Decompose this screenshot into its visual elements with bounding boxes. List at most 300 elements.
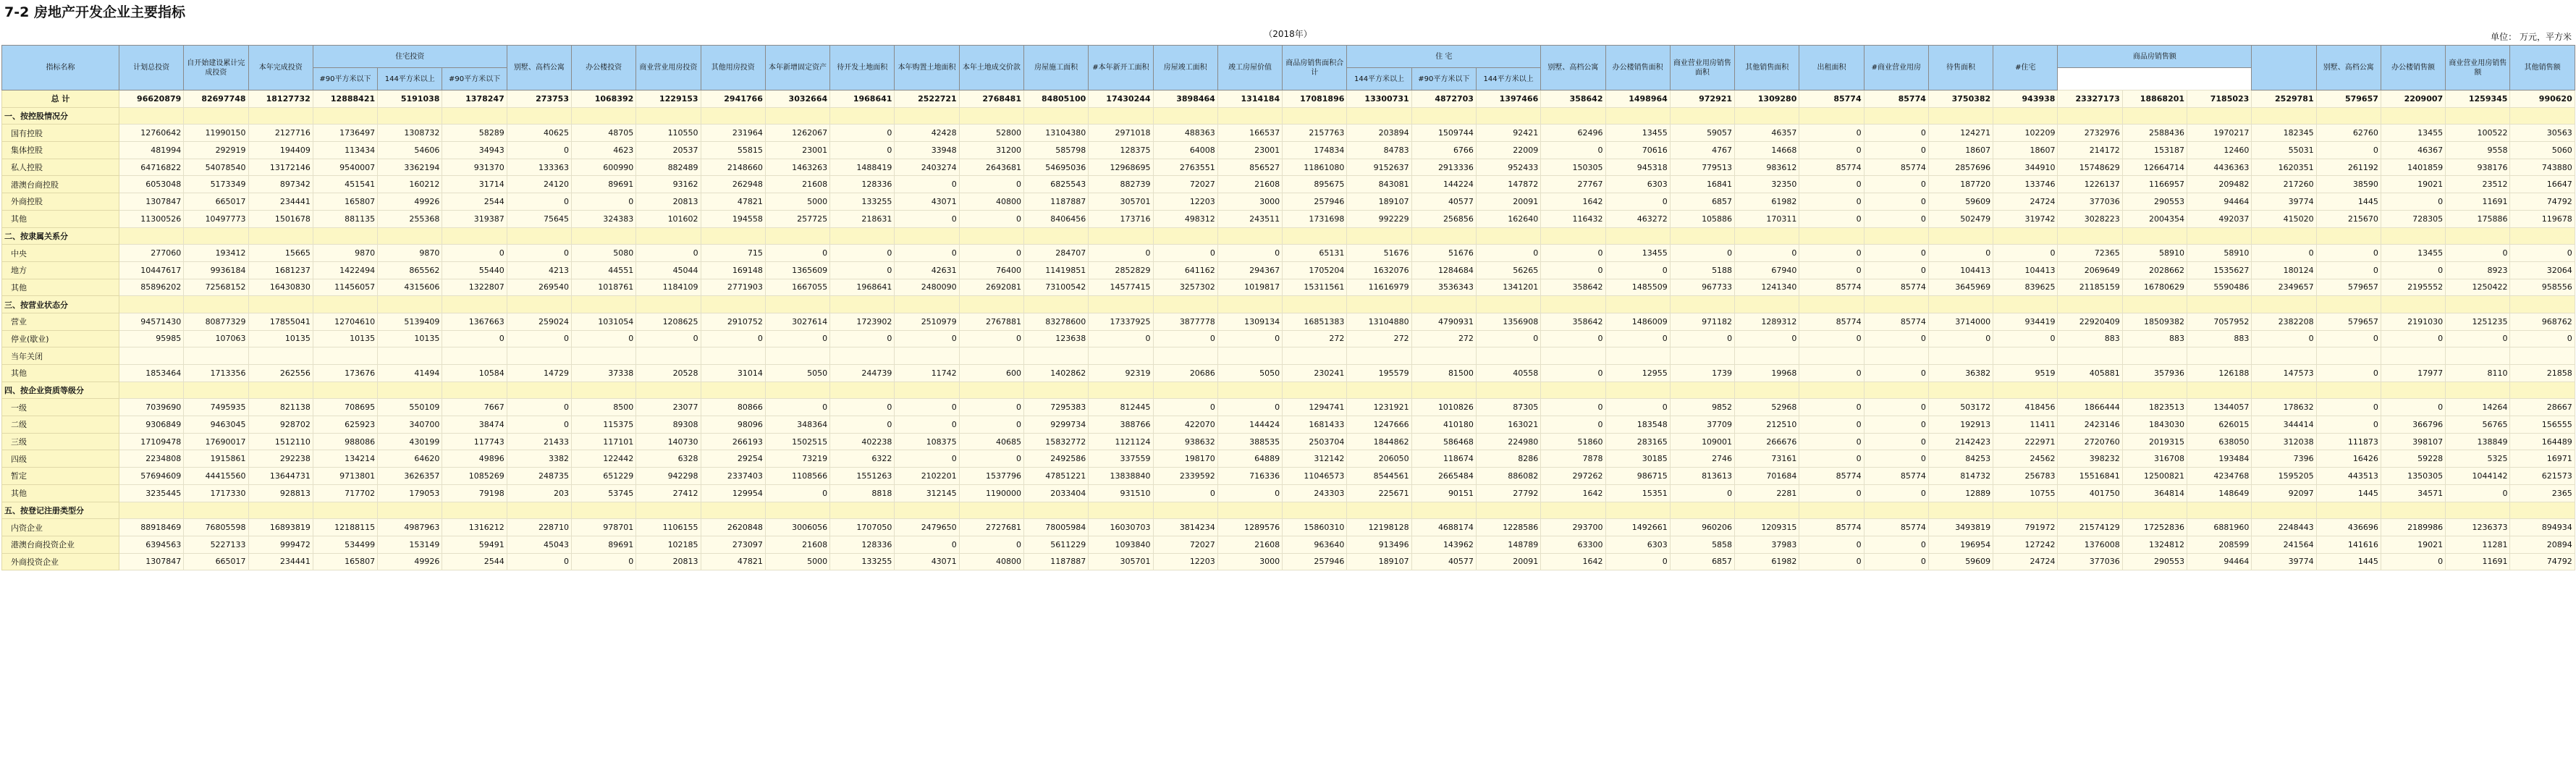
table-cell: 40558 (1476, 365, 1540, 382)
table-cell: 9152637 (1347, 159, 1411, 176)
row-label: 四级 (2, 450, 119, 468)
table-cell: 101602 (636, 210, 701, 227)
table-cell: 791972 (1993, 519, 2058, 536)
table-cell (959, 382, 1023, 399)
table-cell: 7878 (1541, 450, 1605, 468)
table-cell: 12968695 (1089, 159, 1153, 176)
table-cell: 261192 (2316, 159, 2381, 176)
table-cell: 708695 (313, 399, 377, 416)
column-subheader: #90平方米以下 (313, 68, 377, 90)
row-label: 五、按登记注册类型分 (2, 502, 119, 519)
table-cell: 344414 (2252, 416, 2316, 434)
table-cell: 2522721 (895, 90, 959, 108)
table-cell: 18127732 (248, 90, 313, 108)
table-cell: 284707 (1023, 245, 1088, 262)
table-row (2, 176, 2575, 193)
table-cell: 5050 (1217, 365, 1282, 382)
table-cell: 1739 (1670, 365, 1734, 382)
table-cell (572, 227, 636, 245)
table-cell (442, 296, 507, 313)
table-cell (1864, 502, 1928, 519)
row-label: 其他 (2, 365, 119, 382)
table-cell: 12203 (1153, 553, 1217, 570)
table-cell: 2019315 (2122, 433, 2187, 450)
table-cell: 230241 (1283, 365, 1347, 382)
table-cell: 11456057 (313, 279, 377, 296)
column-subheader: 144平方米以上 (1476, 68, 1540, 90)
table-cell: 122442 (572, 450, 636, 468)
table-cell: 2913336 (1411, 159, 1476, 176)
table-cell: 0 (1605, 330, 1670, 347)
table-cell: 119678 (2510, 210, 2575, 227)
table-cell (2187, 502, 2252, 519)
table-cell (378, 347, 442, 365)
table-cell: 1486009 (1605, 313, 1670, 330)
table-cell: 272 (1347, 330, 1411, 347)
table-cell: 952433 (1476, 159, 1540, 176)
table-cell: 2544 (442, 553, 507, 570)
table-cell: 81500 (1411, 365, 1476, 382)
table-cell: 728305 (2381, 210, 2445, 227)
table-cell: 20894 (2510, 536, 2575, 553)
table-cell (1023, 107, 1088, 125)
column-header (2252, 46, 2316, 90)
table-cell: 46367 (2381, 142, 2445, 159)
table-cell: 319387 (442, 210, 507, 227)
table-cell: 195579 (1347, 365, 1411, 382)
column-header: 别墅、高档公寓 (1541, 46, 1605, 90)
table-cell (765, 227, 829, 245)
table-cell: 1121124 (1089, 433, 1153, 450)
table-cell: 992229 (1347, 210, 1411, 227)
table-cell: 0 (1993, 245, 2058, 262)
table-cell: 48705 (572, 125, 636, 142)
table-cell: 56765 (2446, 416, 2510, 434)
table-cell (765, 502, 829, 519)
table-row (2, 519, 2575, 536)
data-table (1, 45, 2575, 570)
table-cell: 1736497 (313, 125, 377, 142)
table-cell (248, 227, 313, 245)
table-cell (636, 502, 701, 519)
table-cell: 3027614 (765, 313, 829, 330)
table-cell (895, 107, 959, 125)
table-cell: 12500821 (2122, 468, 2187, 485)
table-cell (765, 382, 829, 399)
row-label: 外商投资企业 (2, 553, 119, 570)
table-cell (2510, 502, 2575, 519)
table-cell: 0 (2316, 399, 2381, 416)
table-cell: 1208625 (636, 313, 701, 330)
table-cell: 102209 (1993, 125, 2058, 142)
table-cell (507, 296, 571, 313)
table-cell (959, 502, 1023, 519)
table-cell: 377036 (2058, 193, 2122, 211)
table-cell: 0 (1928, 245, 1993, 262)
table-cell: 1551263 (830, 468, 895, 485)
table-cell: 51676 (1347, 245, 1411, 262)
table-cell (2122, 296, 2187, 313)
table-cell: 11691 (2446, 193, 2510, 211)
table-cell: 16841 (1670, 176, 1734, 193)
table-cell: 1723902 (830, 313, 895, 330)
table-row (2, 159, 2575, 176)
table-cell: 405881 (2058, 365, 2122, 382)
table-cell: 2033404 (1023, 484, 1088, 502)
table-cell: 7057952 (2187, 313, 2252, 330)
table-cell: 0 (1217, 399, 1282, 416)
table-cell: 54606 (378, 142, 442, 159)
table-cell: 92097 (2252, 484, 2316, 502)
table-cell (184, 502, 248, 519)
table-cell: 193484 (2187, 450, 2252, 468)
table-cell: 206050 (1347, 450, 1411, 468)
table-cell (2446, 382, 2510, 399)
table-cell: 13300731 (1347, 90, 1411, 108)
table-cell (313, 382, 377, 399)
table-cell: 0 (959, 416, 1023, 434)
table-cell: 55815 (701, 142, 765, 159)
table-cell: 0 (572, 193, 636, 211)
table-cell: 388535 (1217, 433, 1282, 450)
table-cell (378, 227, 442, 245)
table-cell (1283, 107, 1347, 125)
table-subtitle: （2018年） (1264, 29, 1312, 39)
table-cell: 11300526 (119, 210, 184, 227)
table-cell: 821138 (248, 399, 313, 416)
table-cell: 1422494 (313, 261, 377, 279)
table-cell: 11616979 (1347, 279, 1411, 296)
table-cell: 1681237 (248, 261, 313, 279)
table-cell: 377036 (2058, 553, 2122, 570)
table-cell: 0 (959, 450, 1023, 468)
table-cell: 0 (1670, 484, 1734, 502)
table-cell: 17337925 (1089, 313, 1153, 330)
table-cell (1217, 296, 1282, 313)
table-cell: 963640 (1283, 536, 1347, 553)
table-cell: 463272 (1605, 210, 1670, 227)
table-cell: 3493819 (1928, 519, 1993, 536)
table-cell: 1307847 (119, 193, 184, 211)
table-cell: 266193 (701, 433, 765, 450)
table-cell: 47851221 (1023, 468, 1088, 485)
table-cell: 0 (2510, 330, 2575, 347)
table-cell: 93162 (636, 176, 701, 193)
table-cell: 357936 (2122, 365, 2187, 382)
table-cell: 18868201 (2122, 90, 2187, 108)
table-row (2, 365, 2575, 382)
table-cell: 2763551 (1153, 159, 1217, 176)
table-cell: 0 (1864, 536, 1928, 553)
table-cell: 0 (507, 245, 571, 262)
table-cell (1799, 296, 1864, 313)
table-cell: 5227133 (184, 536, 248, 553)
table-cell: 0 (2446, 484, 2510, 502)
table-cell: 2148660 (701, 159, 765, 176)
table-cell: 123638 (1023, 330, 1088, 347)
column-header: 本年购置土地面积 (895, 46, 959, 90)
table-cell (830, 296, 895, 313)
table-cell: 148649 (2187, 484, 2252, 502)
table-cell: 5188 (1670, 261, 1734, 279)
table-cell (2316, 347, 2381, 365)
row-label: 营业 (2, 313, 119, 330)
table-cell: 986715 (1605, 468, 1670, 485)
table-cell (2316, 107, 2381, 125)
table-cell: 967733 (1670, 279, 1734, 296)
table-cell: 0 (1541, 330, 1605, 347)
table-cell: 49926 (378, 193, 442, 211)
table-cell (1735, 502, 1799, 519)
table-cell: 37338 (572, 365, 636, 382)
table-row (2, 416, 2575, 434)
table-row (2, 450, 2575, 468)
table-cell (1799, 107, 1864, 125)
table-cell: 3257302 (1153, 279, 1217, 296)
table-cell: 1309280 (1735, 90, 1799, 108)
table-cell: 931370 (442, 159, 507, 176)
table-cell (1347, 347, 1411, 365)
table-cell (1799, 227, 1864, 245)
table-cell: 243511 (1217, 210, 1282, 227)
table-cell: 109001 (1670, 433, 1734, 450)
table-cell (119, 382, 184, 399)
table-cell: 6053048 (119, 176, 184, 193)
table-cell (636, 296, 701, 313)
table-cell: 0 (2381, 553, 2445, 570)
table-cell: 1498964 (1605, 90, 1670, 108)
table-cell: 13455 (2381, 245, 2445, 262)
table-cell: 498312 (1153, 210, 1217, 227)
table-cell: 5000 (765, 553, 829, 570)
table-cell: 192913 (1928, 416, 1993, 434)
table-cell (1928, 107, 1993, 125)
table-cell: 1010826 (1411, 399, 1476, 416)
table-cell: 13104880 (1347, 313, 1411, 330)
table-cell: 24724 (1993, 193, 2058, 211)
table-cell: 978701 (572, 519, 636, 536)
table-cell (507, 347, 571, 365)
table-cell: 0 (1864, 125, 1928, 142)
table-cell: 0 (1993, 330, 2058, 347)
table-cell: 1367663 (442, 313, 507, 330)
table-cell: 21608 (765, 176, 829, 193)
table-cell: 0 (1541, 245, 1605, 262)
table-cell: 178632 (2252, 399, 2316, 416)
table-cell: 1717330 (184, 484, 248, 502)
table-cell: 0 (895, 176, 959, 193)
table-cell: 27792 (1476, 484, 1540, 502)
table-cell: 883 (2058, 330, 2122, 347)
table-cell: 638050 (2187, 433, 2252, 450)
table-cell: 64716822 (119, 159, 184, 176)
table-cell: 6328 (636, 450, 701, 468)
table-cell (1347, 502, 1411, 519)
table-cell: 73161 (1735, 450, 1799, 468)
table-body (2, 90, 2575, 570)
table-cell (2252, 107, 2316, 125)
table-cell (2446, 296, 2510, 313)
table-cell: 0 (1089, 245, 1153, 262)
table-cell: 398232 (2058, 450, 2122, 468)
table-cell: 224980 (1476, 433, 1540, 450)
table-row (2, 125, 2575, 142)
table-cell: 12704610 (313, 313, 377, 330)
column-header: 计划总投资 (119, 46, 184, 90)
table-cell: 64889 (1217, 450, 1282, 468)
table-cell (1541, 347, 1605, 365)
row-label: 中央 (2, 245, 119, 262)
table-cell: 1226137 (2058, 176, 2122, 193)
table-cell: 3536343 (1411, 279, 1476, 296)
table-cell (1735, 347, 1799, 365)
table-cell: 231964 (701, 125, 765, 142)
table-cell: 2234808 (119, 450, 184, 468)
table-cell: 17109478 (119, 433, 184, 450)
table-cell: 0 (1541, 261, 1605, 279)
table-cell: 626015 (2187, 416, 2252, 434)
table-cell: 193412 (184, 245, 248, 262)
table-cell: 16851383 (1283, 313, 1347, 330)
table-cell: 2189986 (2381, 519, 2445, 536)
table-cell (184, 347, 248, 365)
table-cell: 0 (2316, 365, 2381, 382)
table-cell: 1284684 (1411, 261, 1476, 279)
table-cell: 116432 (1541, 210, 1605, 227)
table-cell: 49926 (378, 553, 442, 570)
table-cell: 16430830 (248, 279, 313, 296)
table-cell: 2588436 (2122, 125, 2187, 142)
table-cell (1411, 296, 1476, 313)
table-cell: 92319 (1089, 365, 1153, 382)
table-cell: 2337403 (701, 468, 765, 485)
table-cell (2446, 227, 2510, 245)
table-cell (895, 347, 959, 365)
table-cell: 4213 (507, 261, 571, 279)
table-cell: 11990150 (184, 125, 248, 142)
table-cell: 118674 (1411, 450, 1476, 468)
table-cell: 107063 (184, 330, 248, 347)
table-cell: 38590 (2316, 176, 2381, 193)
table-cell: 0 (1089, 330, 1153, 347)
table-cell: 0 (442, 330, 507, 347)
column-header: 住宅投资 (313, 46, 507, 68)
table-cell (1411, 502, 1476, 519)
table-cell (2510, 107, 2575, 125)
column-header: 本年土地成交价款 (959, 46, 1023, 90)
table-cell (1283, 347, 1347, 365)
table-cell: 0 (442, 245, 507, 262)
column-subheader: #90平方米以下 (1411, 68, 1476, 90)
column-header: 其他销售面积 (1735, 46, 1799, 90)
table-cell: 40625 (507, 125, 571, 142)
table-cell (2446, 502, 2510, 519)
table-cell: 3000 (1217, 553, 1282, 570)
table-cell: 290553 (2122, 193, 2187, 211)
table-cell (1153, 347, 1217, 365)
table-cell: 0 (1153, 330, 1217, 347)
table-cell: 358642 (1541, 313, 1605, 330)
table-cell: 5173349 (184, 176, 248, 193)
table-cell: 0 (1864, 142, 1928, 159)
table-cell: 0 (1799, 553, 1864, 570)
table-cell: 0 (1864, 553, 1928, 570)
table-cell (2122, 347, 2187, 365)
table-cell (1928, 502, 1993, 519)
table-cell: 1512110 (248, 433, 313, 450)
table-cell: 0 (1541, 365, 1605, 382)
table-cell (1799, 382, 1864, 399)
table-cell: 0 (572, 553, 636, 570)
table-cell: 133746 (1993, 176, 2058, 193)
table-cell (2058, 347, 2122, 365)
table-cell: 0 (959, 536, 1023, 553)
table-cell: 1251235 (2446, 313, 2510, 330)
table-cell: 945318 (1605, 159, 1670, 176)
table-cell: 127242 (1993, 536, 2058, 553)
table-cell: 212510 (1735, 416, 1799, 434)
table-cell: 163021 (1476, 416, 1540, 434)
table-cell: 0 (1864, 193, 1928, 211)
table-cell (1476, 227, 1540, 245)
table-cell (1670, 347, 1734, 365)
table-cell: 0 (1153, 484, 1217, 502)
table-cell (119, 502, 184, 519)
table-cell: 0 (1799, 399, 1864, 416)
table-cell: 133255 (830, 193, 895, 211)
table-cell: 42631 (895, 261, 959, 279)
table-cell: 0 (830, 125, 895, 142)
table-cell: 2191030 (2381, 313, 2445, 330)
table-cell (1217, 107, 1282, 125)
table-cell: 1705204 (1283, 261, 1347, 279)
table-cell: 72027 (1153, 176, 1217, 193)
table-cell (1993, 502, 2058, 519)
table-cell: 0 (1217, 245, 1282, 262)
table-cell (701, 227, 765, 245)
table-cell: 27412 (636, 484, 701, 502)
table-cell: 3750382 (1928, 90, 1993, 108)
table-cell: 3898464 (1153, 90, 1217, 108)
table-cell (1217, 502, 1282, 519)
row-label: 二级 (2, 416, 119, 434)
table-cell: 189107 (1347, 553, 1411, 570)
table-cell: 47821 (701, 193, 765, 211)
table-cell: 72027 (1153, 536, 1217, 553)
table-cell: 85774 (1799, 519, 1864, 536)
table-cell: 84253 (1928, 450, 1993, 468)
table-cell: 85774 (1799, 279, 1864, 296)
table-cell: 54078540 (184, 159, 248, 176)
row-label: 当年关闭 (2, 347, 119, 365)
table-cell: 1341201 (1476, 279, 1540, 296)
table-cell: 74792 (2510, 193, 2575, 211)
table-cell: 79198 (442, 484, 507, 502)
table-cell: 2732976 (2058, 125, 2122, 142)
table-cell: 0 (507, 553, 571, 570)
table-cell: 0 (1605, 261, 1670, 279)
table-cell: 0 (1864, 484, 1928, 502)
table-cell (1283, 296, 1347, 313)
table-cell: 1681433 (1283, 416, 1347, 434)
table-cell: 5611229 (1023, 536, 1088, 553)
table-cell (378, 107, 442, 125)
table-cell: 1106155 (636, 519, 701, 536)
table-cell: 117101 (572, 433, 636, 450)
row-label: 其他 (2, 279, 119, 296)
table-cell: 1356908 (1476, 313, 1540, 330)
table-cell: 153149 (378, 536, 442, 553)
